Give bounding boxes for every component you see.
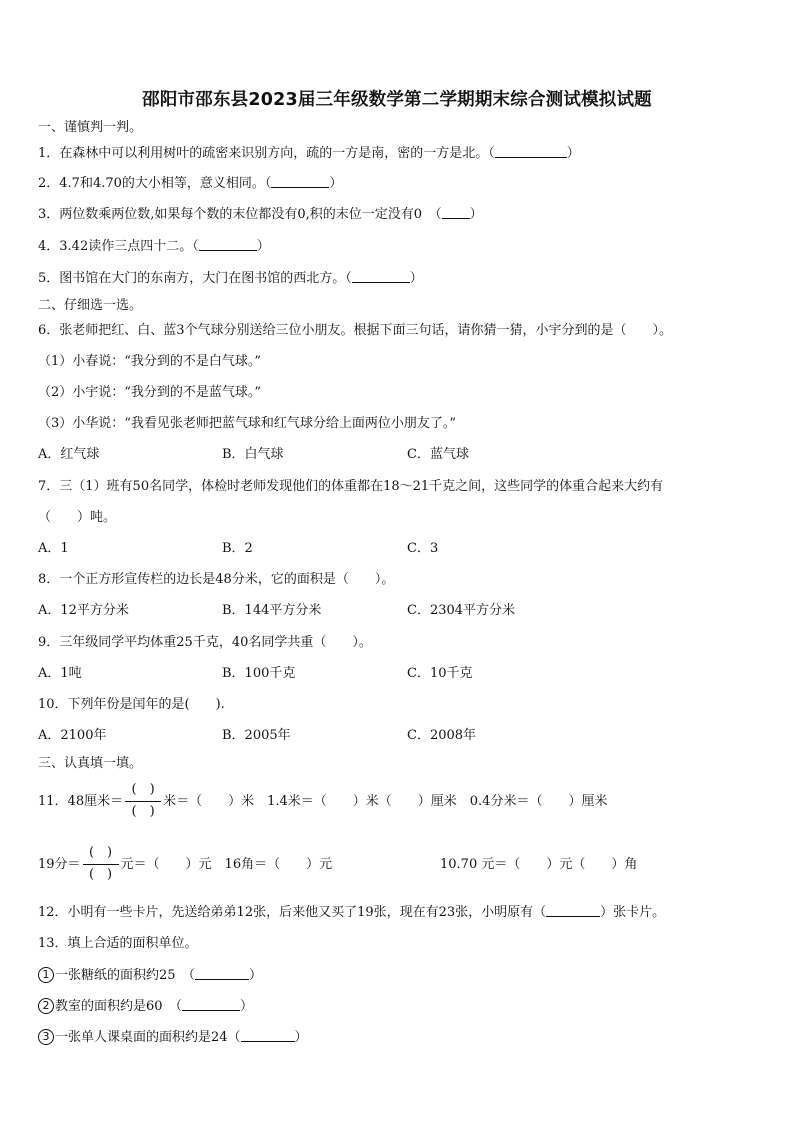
answer-blank[interactable] — [241, 1029, 295, 1042]
section-3-heading: 三、认真填一填。 — [38, 756, 143, 771]
fraction-blank[interactable]: $\frac{( )}{( )}$ — [83, 844, 119, 886]
question-11-line-2: 19分＝ $\frac{( )}{( )}$ 元＝（ ）元 16角＝（ ）元 — [38, 844, 332, 886]
question-11-line-2-part: 10.70 元＝（ ）元（ ）角 — [440, 857, 638, 872]
q7-option-b[interactable]: B．2 — [222, 541, 253, 556]
question-10: 10．下列年份是闰年的是( ). — [38, 697, 225, 712]
question-13-item-3: 3 一张单人课桌面的面积约是24（ ） — [38, 1029, 308, 1047]
question-12: 12．小明有一些卡片，先送给弟弟12张，后来他又买了19张，现在有23张，小明原有（ ）张卡片。 — [38, 905, 666, 920]
q6-option-c[interactable]: C．蓝气球 — [407, 447, 469, 462]
question-13: 13．填上合适的面积单位。 — [38, 936, 198, 951]
circled-number: 2 — [38, 998, 54, 1014]
question-7-cont: （ ）吨。 — [38, 510, 117, 525]
answer-blank[interactable] — [199, 238, 257, 251]
question-2: 2．4.7和4.70的大小相等，意义相同。（ ） — [38, 176, 343, 191]
q9-option-c[interactable]: C．10千克 — [407, 666, 473, 681]
question-6-clue-1: （1）小春说：“我分到的不是白气球。” — [38, 354, 262, 369]
question-11-line-1: 11．48厘米＝ $\frac{( )}{( )}$ 米＝（ ）米 1.4米＝（ ）米（ ）厘米 0.4分米＝（ ）厘米 — [38, 781, 607, 823]
answer-blank[interactable] — [271, 175, 329, 188]
question-4: 4．3.42读作三点四十二。（ ） — [38, 239, 270, 254]
question-6: 6．张老师把红、白、蓝3个气球分别送给三位小朋友。根据下面三句话，请你猜一猜，小宇分到的是（ ）。 — [38, 323, 673, 338]
q9-option-a[interactable]: A．1吨 — [38, 666, 82, 681]
section-2-heading: 二、仔细选一选。 — [38, 298, 143, 313]
question-6-clue-2: （2）小宇说：“我分到的不是蓝气球。” — [38, 385, 262, 400]
circled-number: 1 — [38, 967, 54, 983]
question-6-clue-3: （3）小华说：“我看见张老师把蓝气球和红气球分给上面两位小朋友了。” — [38, 416, 457, 431]
question-1: 1．在森林中可以利用树叶的疏密来识别方向，疏的一方是南，密的一方是北。（ ） — [38, 146, 580, 161]
question-8: 8．一个正方形宣传栏的边长是48分米，它的面积是（ ）。 — [38, 572, 395, 587]
q8-option-b[interactable]: B．144平方分米 — [222, 603, 322, 618]
answer-blank[interactable] — [195, 967, 249, 980]
fraction-blank[interactable]: $\frac{( )}{( )}$ — [125, 781, 161, 823]
page-title: 邵阳市邵东县2023届三年级数学第二学期期末综合测试模拟试题 — [142, 90, 652, 110]
q6-option-a[interactable]: A．红气球 — [38, 447, 100, 462]
answer-blank[interactable] — [182, 998, 240, 1011]
question-9: 9．三年级同学平均体重25千克，40名同学共重（ ）。 — [38, 635, 372, 650]
q10-option-c[interactable]: C．2008年 — [407, 728, 477, 743]
answer-blank[interactable] — [546, 904, 600, 917]
question-5: 5．图书馆在大门的东南方，大门在图书馆的西北方。（ ） — [38, 271, 423, 286]
section-1-heading: 一、谨慎判一判。 — [38, 120, 143, 135]
question-7: 7．三（1）班有50名同学，体检时老师发现他们的体重都在18～21千克之间，这些同学的体重合起来大约有 — [38, 479, 664, 494]
q6-option-b[interactable]: B．白气球 — [222, 447, 284, 462]
answer-blank[interactable] — [352, 270, 410, 283]
answer-blank[interactable] — [442, 206, 470, 219]
circled-number: 3 — [38, 1029, 54, 1045]
question-13-item-1: 1 一张糖纸的面积约25 （ ） — [38, 967, 262, 985]
question-3: 3．两位数乘两位数,如果每个数的末位都没有0,积的末位一定没有0 （ ） — [38, 207, 483, 222]
answer-blank[interactable] — [495, 145, 567, 158]
q10-option-a[interactable]: A．2100年 — [38, 728, 107, 743]
q7-option-c[interactable]: C．3 — [407, 541, 439, 556]
q8-option-c[interactable]: C．2304平方分米 — [407, 603, 516, 618]
q10-option-b[interactable]: B．2005年 — [222, 728, 291, 743]
q9-option-b[interactable]: B．100千克 — [222, 666, 296, 681]
question-13-item-2: 2 教室的面积约是60 （ ） — [38, 998, 253, 1016]
q7-option-a[interactable]: A．1 — [38, 541, 69, 556]
q8-option-a[interactable]: A．12平方分米 — [38, 603, 129, 618]
